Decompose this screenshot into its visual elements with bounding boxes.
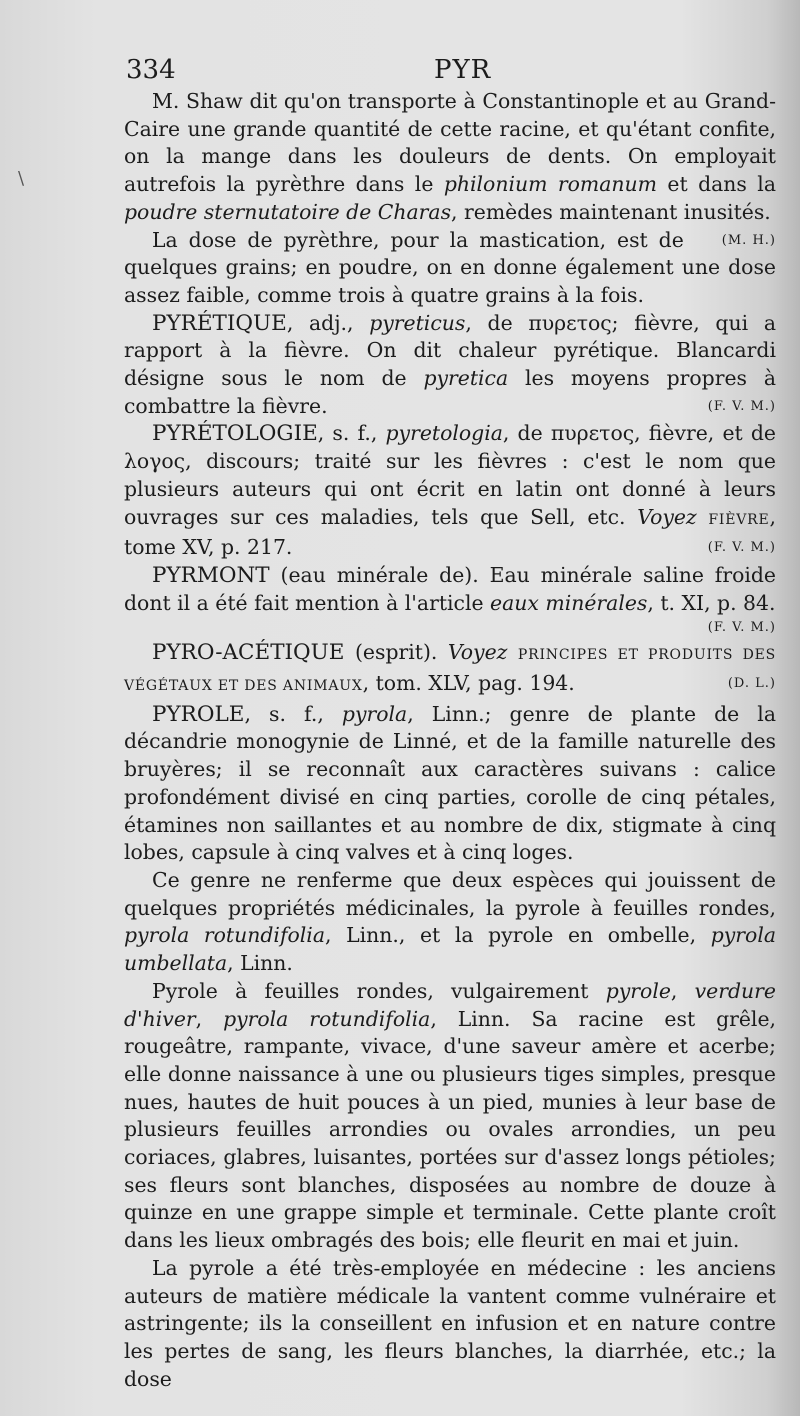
headword: PYRMONT — [152, 562, 270, 588]
author-signature: (M. H.) — [721, 232, 776, 248]
author-signature: (F. V. M.) — [707, 398, 776, 414]
headword: PYRÉTOLOGIE — [152, 421, 318, 447]
margin-mark: \ — [18, 168, 25, 189]
entry-pyrole: PYROLE, s. f., pyrola, Linn.; genre de plante de la décandrie monogynie de Linné, et de la famille naturelle des bruyères; il se reconnaît aux caractères suivans : calice profondément divisé en cinq parties, corolle de cinq pétales, étamines non saillantes et au nombre de dix, stigmate à cinq lobes, capsule à cinq valves et à cinq loges. — [124, 701, 776, 865]
author-signature: (F. V. M.) — [707, 540, 776, 556]
headword: PYRÉTIQUE — [152, 310, 287, 336]
page-number: 334 — [126, 55, 176, 85]
paragraph-description: Pyrole à feuilles rondes, vulgairement pyrole, verdure d'hiver, pyrola rotundifolia, Linn. Sa racine est grêle, rougeâtre, rampante, vivace, d'une saveur amère et acerbe; elle donne naissance à une ou plusieurs tiges simples, presque nues, hautes de huit pouces à un pied, munies à leur base de plusieurs feuilles arrondies ou ovales arrondies, un peu coriaces, glabres, luisantes, portées sur d'assez longs pétioles; ses fleurs sont blanches, disposées au nombre de douze à quinze en une grappe simple et terminale. Cette plante croît dans les lieux ombragés des bois; elle fleurit en mai et juin. — [124, 978, 777, 1253]
paragraph-species: Ce genre ne renferme que deux espèces qui jouissent de quelques propriétés médicinales, la pyrole à feuilles rondes, pyrola rotundifolia, Linn., et la pyrole en ombelle, pyrola umbellata, Linn. — [124, 867, 776, 976]
headword: PYROLE — [152, 701, 245, 727]
paragraph-dose: (M. H.) La dose de pyrèthre, pour la mastication, est de quelques grains; en poudre, on en donne également une dose assez faible, comme trois à quatre grains à la fois. — [124, 227, 776, 307]
author-signature: (F. V. M.) — [707, 620, 776, 636]
entry-pyretologie: PYRÉTOLOGIE, s. f., pyretologia, de πυρετος, fièvre, et de λογος, discours; traité sur les fièvres : c'est le nom que plusieurs auteurs qui ont écrit en latin ont donné à leurs ouvrages sur ces maladies, tels que Sell, etc. Voyez FIÈVRE, tome XV, p. 217. (F. V. M.) — [124, 420, 776, 562]
page-header — [126, 55, 776, 89]
entry-pyro-acetique: PYRO-ACÉTIQUE (esprit). Voyez PRINCIPES ET PRODUITS DES VÉGÉTAUX ET DES ANIMAUX, tom. XLV, pag. 194. (D. L.) — [124, 639, 776, 700]
entry-pyretique: PYRÉTIQUE, adj., pyreticus, de πυρετος; fièvre, qui a rapport à la fièvre. On dit chaleur pyrétique. Blancardi désigne sous le nom de pyretica les moyens propres à combattre la fièvre. (F. V. M.) — [124, 310, 776, 421]
headword: PYRO-ACÉTIQUE — [152, 640, 345, 666]
entry-pyrmont: PYRMONT (eau minérale de). Eau minérale saline froide dont il a été fait mention à l'article eaux minérales, t. XI, p. 84. (F. V. M.) — [124, 562, 776, 639]
paragraph-shaw: M. Shaw dit qu'on transporte à Constantinople et au Grand-Caire une grande quantité de cette racine, et qu'étant confite, on la mange dans les douleurs de dents. On employait autrefois la pyrèthre dans le philonium romanum et dans la poudre sternutatoire de Charas, remèdes maintenant inusités. — [124, 89, 776, 224]
author-signature: (D. L.) — [727, 676, 776, 692]
paragraph-usage: La pyrole a été très-employée en médecine : les anciens auteurs de matière médicale la vantent comme vulnéraire et astringente; ils la conseillent en infusion et en nature contre les pertes de sang, les fleurs blanches, la diarrhée, etc.; la dose — [124, 1255, 776, 1391]
body-text — [124, 88, 776, 1393]
running-head: PYR — [434, 55, 492, 85]
